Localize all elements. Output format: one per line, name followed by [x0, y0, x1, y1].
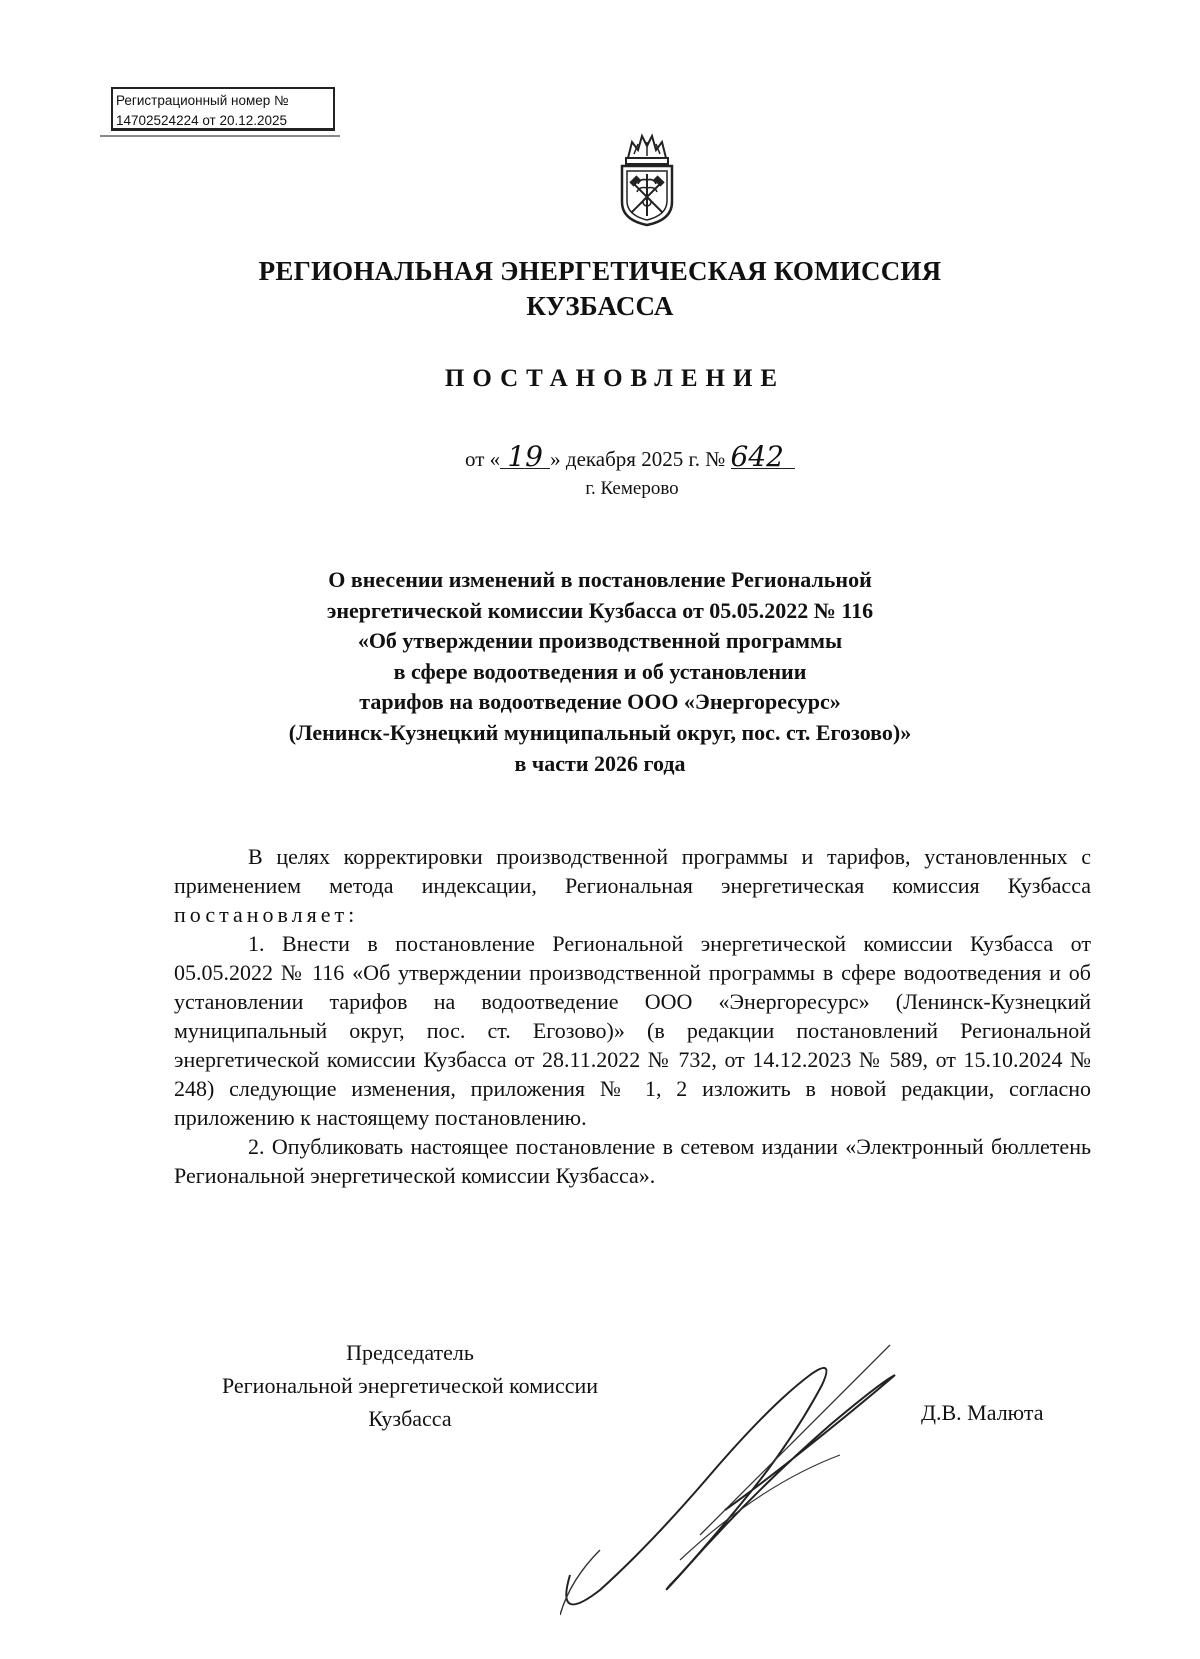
subject-line-7: в части 2026 года: [514, 750, 686, 776]
signer-name: Д.В. Малюта: [921, 1400, 1044, 1425]
date-middle: » декабря 2025 г. №: [550, 447, 726, 471]
registration-stamp: [111, 87, 335, 131]
organization-title-line-1: РЕГИОНАЛЬНАЯ ЭНЕРГЕТИЧЕСКАЯ КОМИССИЯ: [258, 256, 942, 286]
subject-line-2: энергетической комиссии Кузбасса от 05.05.2022 № 116: [326, 597, 874, 623]
body-item-1: 1. Внести в постановление Региональной энергетической комиссии Кузбасса от 05.05.2022 № 116 «Об утверждении производственной программы в сфере водоотведения и об установлении тарифов на водоотведение ООО «Энергоресурс» (Ленинск-Кузнецкий муниципальный округ, пос. ст. Егозово)» (в редакции постановлений Региональной энергетической комиссии Кузбасса от 28.11.2022 № 732, от 14.12.2023 № 589, от 15.10.2024 № 248) следующие изменения, приложения № 1, 2 изложить в новой редакции, согласно приложению к настоящему постановлению.: [174, 931, 1091, 1130]
subject-line-1: О внесении изменений в постановление Региональной: [328, 567, 872, 592]
date-day-handwritten: 19: [500, 446, 550, 469]
body-intro-text: В целях корректировки производственной программы и тарифов, установленных с применением метода индексации, Региональная энергетическая комиссия Кузбасса: [174, 844, 1091, 898]
document-city: г. Кемерово: [585, 478, 679, 499]
signer-title-line-3: Кузбасса: [368, 1406, 452, 1431]
body-item-2: 2. Опубликовать настоящее постановление в сетевом издании «Электронный бюллетень Региональной энергетической комиссии Кузбасса».: [174, 1134, 1091, 1188]
document-number-handwritten: 642: [731, 446, 795, 469]
registration-line-1: Регистрационный номер №: [116, 93, 289, 108]
signer-title-line-2: Региональной энергетической комиссии: [221, 1373, 599, 1398]
organization-title-line-2: КУЗБАССА: [526, 291, 674, 321]
document-body: [174, 842, 1091, 1190]
document-date-line: [465, 440, 795, 473]
signer-title-line-1: Председатель: [346, 1340, 474, 1365]
registration-line-2: 14702524224 от 20.12.2025: [116, 113, 288, 128]
date-prefix: от «: [465, 447, 501, 471]
body-intro-verb: постановляет:: [174, 902, 359, 927]
registration-underline: [100, 135, 340, 137]
body-intro-paragraph: [174, 842, 1091, 929]
coat-of-arms-icon: [614, 132, 680, 228]
document-type: ПОСТАНОВЛЕНИЕ: [444, 365, 786, 392]
document-subject: [0, 565, 1200, 779]
subject-line-3: «Об утверждении производственной программы: [357, 628, 843, 654]
subject-line-6: (Ленинск-Кузнецкий муниципальный округ, пос. ст. Егозово)»: [288, 719, 912, 745]
subject-line-4: в сфере водоотведения и об установлении: [393, 658, 807, 684]
subject-line-5: тарифов на водоотведение ООО «Энергоресурс»: [359, 689, 841, 715]
organization-title: [0, 254, 1200, 324]
handwritten-signature: [560, 1335, 950, 1635]
